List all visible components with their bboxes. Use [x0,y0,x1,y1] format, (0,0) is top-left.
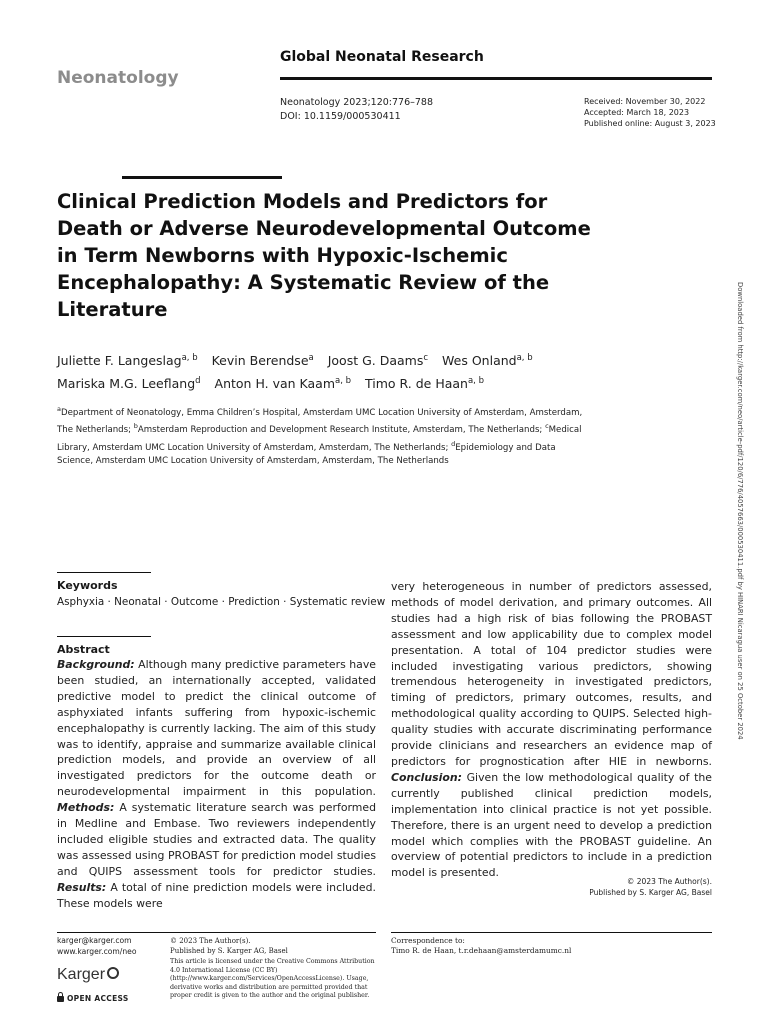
author: Wes Onland$^{a, b}$ [442,353,533,369]
citation-block [280,96,433,124]
license-text: This article is licensed under the Creative Commons Attribution 4.0 International License (CC BY) (http://www.karger.com/Services/OpenAccessLicense). Usage, derivative works and distribution are permitted provided that proper credit is given to the author and the original publisher. [170,958,375,1000]
copyright-notice: © 2023 The Author(s). Published by S. Karger AG, Basel [589,877,712,897]
open-lock-icon [57,996,64,1002]
received-date: Received: November 30, 2022 [584,97,706,106]
methods-label: Methods: [57,801,115,815]
published-date: Published online: August 3, 2023 [584,119,716,128]
article-title: Clinical Prediction Models and Predictors for Death or Adverse Neurodevelopmental Outcome in Term Newborns with Hypoxic-Ischemic Encephalopathy: A Systematic Review of the Literature [57,190,591,321]
karger-logo: Karger [57,966,119,984]
author: Kevin Berendse$^a$ [211,353,314,369]
footer-rule-right [391,932,712,933]
affiliations: $^a$Department of Neonatology, Emma Children’s Hospital, Amsterdam UMC Location University of Amsterdam, Amsterdam, The Netherlands; $^b$Amsterdam Reproduction and Development Research Institute, Amsterdam, The Netherlands; $^c$Medical Library, Amsterdam UMC Location University of Amsterdam, Amsterdam, The Netherlands; $^d$Epidemiology and Data Science, Amsterdam UMC Location University of Amsterdam, Amsterdam, The Netherlands [57,405,583,467]
background-label: Background: [57,658,135,671]
publisher-website[interactable]: www.karger.com/neo [57,946,137,956]
author: Anton H. van Kaam$^{a, b}$ [214,376,352,392]
doi[interactable]: DOI: 10.1159/000530411 [280,111,401,122]
conclusion-label: Conclusion: [391,770,462,784]
journal-brand: Neonatology [57,68,179,88]
author-list [57,348,617,394]
abstract-heading: Abstract [57,643,110,656]
section-name: Global Neonatal Research [280,49,484,65]
header-divider [280,77,712,80]
accepted-date: Accepted: March 18, 2023 [584,108,690,117]
author: Juliette F. Langeslag$^{a, b}$ [57,353,198,369]
download-note-text: Downloaded from http://karger.com/neo/article-pdf/120/6/776/4057663/000530411.pdf by HINARI Nicaragua user on 25 October 2024 [736,282,744,740]
keywords-heading: Keywords [57,579,118,592]
footer-rule-left [57,932,376,933]
abstract-rule [57,636,151,637]
abstract-left-column: Background: Although many predictive parameters have been studied, an internationally accepted, validated predictive model to predict the clinical outcome of asphyxiated infants suffering from hypoxic-ischemic encephalopathy is currently lacking. The aim of this study was to identify, appraise and summarize available clinical prediction models, and provide an overview of all investigated predictors for the outcome death or neurodevelopmental impairment in this population. Methods: A systematic literature search was performed in Medline and Embase. Two reviewers independently included eligible studies and extracted data. The quality was assessed using PROBAST for prediction model studies and QUIPS assessment tools for predictor studies. Results: A total of nine prediction models were included. These models were [57,658,376,910]
keywords-list: Asphyxia · Neonatal · Outcome · Prediction · Systematic review [57,596,386,608]
publisher-email[interactable]: karger@karger.com [57,936,132,945]
results-label: Results: [57,880,107,894]
abstract-right-column: very heterogeneous in number of predictors assessed, methods of model derivation, and primary outcomes. All studies had a high risk of bias following the PROBAST assessment and low applicability due to complex model presentation. A total of 104 predictor studies were included investigating various predictors, showing tremendous heterogeneity in investigated predictors, timing of predictors, primary outcomes, results, and methodological quality according to QUIPS. Selected high-quality studies with accurate discriminating performance provide clinicians and researchers an evidence map of predictors for prognostication after HIE in newborns. Conclusion: Given the low methodological quality of the currently published clinical prediction models, implementation into clinical practice is not yet possible. Therefore, there is an urgent need to develop a prediction model which complies with the PROBAST guideline. An overview of potential predictors to include in a prediction model is presented. [391,580,712,880]
author: Joost G. Daams$^c$ [327,353,429,369]
karger-mark-icon [107,967,119,979]
correspondence: Correspondence to: Timo R. de Haan, t.r.dehaan@amsterdamumc.nl [391,936,572,955]
license-block: © 2023 The Author(s). Published by S. Karger AG, Basel This article is licensed under the Creative Commons Attribution 4.0 International License (CC BY) (http://www.karger.com/Services/OpenAccessLicense). Usage, derivative works and distribution are permitted provided that proper credit is given to the author and the original publisher. [170,937,375,1000]
open-access-badge: OPEN ACCESS [57,994,129,1003]
correspondence-contact[interactable]: Timo R. de Haan, t.r.dehaan@amsterdamumc.nl [391,946,572,955]
keywords-rule [57,572,151,573]
download-note [732,282,748,942]
author: Timo R. de Haan$^{a, b}$ [365,376,484,392]
citation: Neonatology 2023;120:776–788 [280,97,433,108]
author: Mariska M.G. Leeflang$^d$ [57,376,201,392]
dates-block [584,96,716,129]
publisher-contact [57,936,137,957]
title-rule [122,176,282,179]
